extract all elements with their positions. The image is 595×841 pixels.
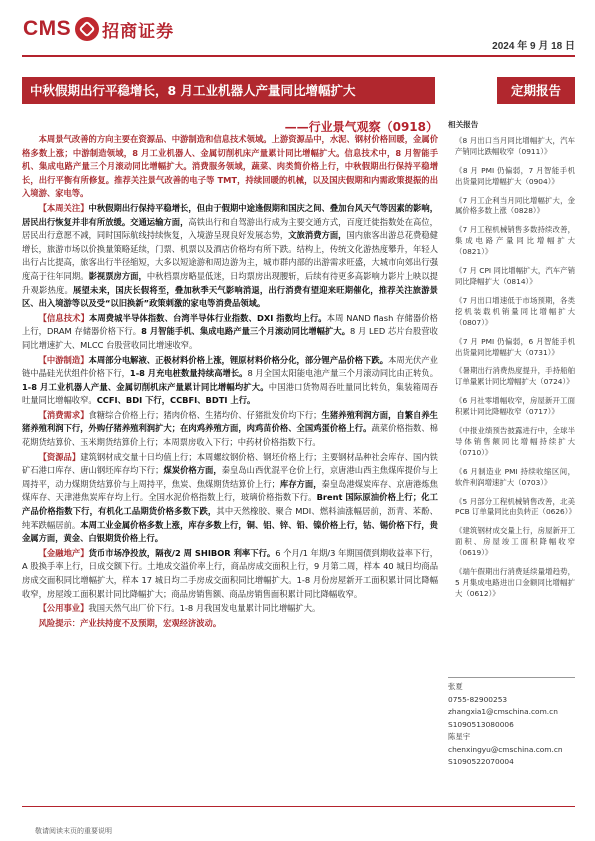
related-report-item[interactable] — [448, 266, 575, 288]
analyst-divider — [448, 677, 575, 678]
related-report-item[interactable] — [448, 296, 575, 329]
section-utilities: 【公用事业】我国天然气出厂价下行。1-8 月我国发电量累计同比增幅扩大。 — [38, 603, 321, 614]
related-report-item[interactable] — [448, 396, 575, 418]
related-report-item[interactable] — [448, 136, 575, 158]
report-date: 2024 年 9 月 18 日 — [492, 41, 575, 52]
related-report-item[interactable] — [448, 467, 575, 489]
logo-text: CMS — [23, 17, 72, 40]
analyst-name: 张夏 — [448, 682, 463, 691]
header-divider — [22, 55, 575, 57]
analyst-license: S1090513080006 — [448, 719, 514, 729]
related-report-item[interactable] — [448, 225, 575, 258]
summary-paragraph: 本周景气改善的方向主要在资源品、中游制造和信息技术领域。上游资源品中，水泥、钢材价格回暖，金属价格多数上涨；中游制造领域，8 月工业机器人、金属切削机床产量累计同比增幅扩大。信息技术中，8 月智能手机、集成电路产量三个月滚动同比增幅扩大。消费服务领域，蔬菜、肉类简价格上行，中秋假期出行保持平稳增长，出行平衡有所修复。推荐关注景气改善的电子等 TMT，持续回暖的机械，以及国庆假期和内需政策提振的出入境游、家电等。 — [22, 134, 438, 199]
bullet-mark — [448, 426, 455, 459]
logo-chinese-name: 招商证券 — [102, 21, 175, 42]
related-report-title: 《5 月部分工程机械销售改善，北美 PCB 订单量同比由负转正（0626）》 — [455, 496, 576, 517]
related-report-item[interactable] — [448, 426, 575, 459]
company-logo — [23, 16, 174, 42]
bullet-mark — [448, 396, 455, 418]
related-report-title: 《8 月出口当月同比增幅扩大，汽车产销同比跌幅收窄（0911）》 — [455, 135, 575, 156]
analyst-email[interactable]: chenxingyu@cmschina.com.cn — [448, 744, 563, 754]
analyst-license: S1090522070004 — [448, 757, 514, 766]
bullet-mark — [448, 266, 455, 288]
section-weekly-focus: 【本周关注】中秋假期出行保持平稳增长，但由于假期中途逢假期和国庆之间、叠加台风天气等因素的影响，居民出行恢复并非有所放缓。交通运输方面，高铁出行和自驾游出行成为主要交通方式，百度迁徙指数处在高位，居民出行意愿不减，同时国际航线持续恢复，入境游呈现良好发展态势，文旅消费方面，国内旅客出游总花费稳健增长，旅游市场以价换量策略延续，门票、机票以及酒店价格均有所下跌。结构上，传统文化游热度攀升，年轻人出行占比提高，旅客出行半径缩短，大多以短途游和周边游为主，城市群内部的出游需求旺盛，大城市向郊出行强度高于往年同期。影视票房方面，中秋档票房略显低迷，日均票房出现腰斩，后续有待更多高影响力影片上映以提升观影热度。展望未来，国庆长假将至，叠加秋季天气影响消退，出行消费有望迎来旺期催化，推荐关注旅游景区、出入境游等以及受“以旧换新”政策刺激的家电等消费品领域。 — [22, 202, 438, 309]
report-type-badge: 定期报告 — [497, 77, 575, 104]
section-midstream: 【中游制造】本周部分电解液、正极材料价格上涨，锂原材料价格分化，部分锂产品价格下跌。本周光伏产业链中晶硅光伏组件价格下行，1-8 月充电桩数量持续高增长。8 月全国太阳能电池产量三个月滚动同比由正转负。1-8 月工业机器人产量、金属切削机床产量累计同比增幅均扩大。中国港口货物周吞吐量同比转负，集装箱周吞吐量同比增幅收窄。CCFI、BDI 下行，CCBFI、BDTI 上行。 — [22, 354, 438, 406]
bullet-mark — [448, 136, 455, 158]
analyst-phone: 0755-82900253 — [448, 694, 508, 704]
analyst-name: 陈星宇 — [448, 732, 471, 741]
footer-disclaimer: 敬请阅读末页的重要说明 — [35, 827, 112, 835]
section-tag: 【信息技术】 — [38, 312, 89, 323]
section-info-tech: 【信息技术】本周费城半导体指数、台湾半导体行业指数、DXI 指数均上行。本周 NAND flash 存储器价格上行，DRAM 存储器价格下行。8 月智能手机、集成电路产量三个月滚动同比增幅扩大。8 月 LED 芯片台股营收同比增速扩大、MLCC 台股营收同比增速收窄。 — [22, 312, 438, 350]
related-report-title: 《8 月 PMI 仍偏弱，7 月智能手机出货量同比增幅扩大（0904）》 — [455, 165, 575, 186]
bullet-mark — [448, 196, 455, 218]
related-report-title: 《6 月制造业 PMI 持续收缩区间，软件利润增速扩大（0703）》 — [455, 466, 575, 487]
related-report-title: 《7 月工程机械销售多数持续改善，集成电路产量同比增幅扩大（0821）》 — [455, 225, 575, 257]
bullet-mark — [448, 467, 455, 489]
related-report-title: 《中报业绩预告披露进行中，全球半导体销售额同比增幅持续扩大（0710）》 — [455, 426, 575, 457]
report-subtitle: ——行业景气观察（0918） — [284, 120, 438, 134]
bullet-mark — [448, 296, 455, 329]
risk-label: 风险提示： — [38, 617, 81, 628]
section-finance-realestate: 【金融地产】货币市场净投放，隔夜/2 周 SHIBOR 利率下行。6 个月/1 年期/3 年期国债到期收益率下行，A 股换手率上行，日成交额下行。土地成交溢价率上行，商品房成交面积上行，9 月第二周，样本 40 城日均商品房成交面积同比增幅扩大，样本 17 城日均二手房成交面积同比增幅扩大。1-8 月份房屋新开工面积累计同比降幅收窄，房屋竣工面积累计同比降幅扩大；商品房销售额、商品房销售面积累计同比降幅收窄。 — [22, 547, 438, 599]
related-report-title: 《7 月出口增速低于市场预期，各类挖机装载机销量同比增幅扩大（0807）》 — [455, 295, 575, 327]
main-body — [22, 133, 438, 631]
section-tag: 【金融地产】 — [38, 547, 89, 558]
section-tag: 【消费需求】 — [38, 409, 89, 420]
related-reports-sidebar — [448, 120, 575, 608]
related-report-item[interactable] — [448, 196, 575, 218]
bullet-mark — [448, 567, 455, 600]
related-report-item[interactable] — [448, 166, 575, 188]
related-report-title: 《7 月 CPI 同比增幅扩大，汽车产销同比降幅扩大（0814）》 — [455, 266, 575, 286]
bullet-mark — [448, 337, 455, 359]
related-report-item[interactable] — [448, 497, 575, 519]
related-report-title: 《端午假期出行消费延续量增趋势，5 月集成电路进出口金额同比增幅扩大（0612）》 — [455, 567, 575, 598]
related-report-title: 《暑期出行消费热度提升，手持船舶订单量累计同比增幅扩大（0724）》 — [455, 366, 575, 387]
analyst-contacts — [448, 677, 575, 769]
section-tag: 【资源品】 — [38, 451, 81, 462]
related-reports-heading: 相关报告 — [448, 120, 479, 129]
analyst-email[interactable]: zhangxia1@cmschina.com.cn — [448, 707, 558, 716]
bullet-mark — [448, 526, 455, 559]
related-report-title: 《7 月 PMI 仍偏弱，6 月智能手机出货量同比增幅扩大（0731）》 — [455, 336, 575, 357]
related-reports-list — [448, 136, 575, 600]
section-tag: 【中游制造】 — [38, 354, 89, 365]
related-report-title: 《6 月社零增幅收窄，房屋新开工面积累计同比降幅收窄（0717）》 — [455, 396, 575, 417]
footer-divider — [22, 806, 575, 807]
bullet-mark — [448, 497, 455, 519]
bullet-mark — [448, 225, 455, 258]
section-tag: 【本周关注】 — [38, 202, 89, 213]
risk-warning — [22, 617, 438, 631]
related-report-title: 《7 月工企利当月同比增幅扩大，金属价格多数上涨（0828）》 — [455, 195, 575, 216]
related-report-item[interactable] — [448, 337, 575, 359]
section-consumer: 【消费需求】食糖综合价格上行；猪肉价格、生猪均价、仔猪批发价均下行；生猪养殖利润方面，自繁自养生猪养殖利润下行，外购仔猪养殖利润扩大；在肉鸡养殖方面，肉鸡苗价格、全国鸡蛋价格上行。蔬菜价格指数、棉花期货结算价、玉米期货结算价上行；本周票房收入下行；中药材价格指数下行。 — [22, 409, 438, 448]
bullet-mark — [448, 166, 455, 188]
section-tag: 【公用事业】 — [38, 603, 89, 614]
bullet-mark — [448, 366, 455, 388]
section-resources: 【资源品】建筑钢材成交量十日均值上行；本周螺纹钢价格、钢坯价格上行；主要钢材品种社会库存、国内铁矿石港口库存、唐山钢坯库存均下行；煤炭价格方面，秦皇岛山西优混平仓价上行，京唐港山西主焦煤库提价与上周持平，动力煤期货结算价与上周持平，焦炭、焦煤期货结算价上行；库存方面，秦皇岛港煤炭库存、京唐港炼焦煤库存、天津港焦炭库存均上行。全国水泥价格指数上行，玻璃价格指数下行。Brent 国际原油价格上行；化工产品价格指数下行，有机化工品期货价格多数下跌，其中天然橡胶、聚合 MDI、燃料油涨幅居前，沥青、苯酚、纯苯跌幅居前。本周工业金属价格多数上涨，库存多数上行，铜、铝、锌、铅、镍价格上行，钴、锡价格下行，贵金属方面，黄金、白银期货价格上行。 — [22, 451, 438, 544]
logo-badge-icon — [75, 17, 99, 41]
related-report-item[interactable] — [448, 526, 575, 559]
related-report-item[interactable] — [448, 366, 575, 388]
related-report-title: 《建筑钢材成交量上行，房屋新开工面积、房屋竣工面积降幅收窄（0619）》 — [455, 526, 575, 558]
related-report-item[interactable] — [448, 567, 575, 600]
risk-text: 产业扶持度不及预期，宏观经济波动。 — [80, 617, 222, 628]
report-title: 中秋假期出行平稳增长，8 月工业机器人产量同比增幅扩大 — [22, 77, 435, 104]
